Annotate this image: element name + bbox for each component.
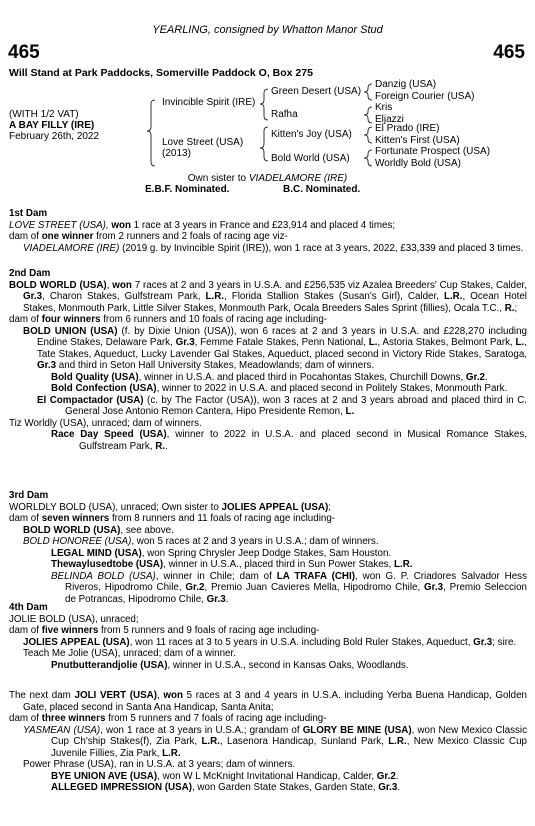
sdd: Eljazzi	[375, 114, 404, 125]
dam-year: (2013)	[162, 148, 191, 159]
dds: Fortunate Prospect (USA)	[375, 146, 491, 157]
stand-location: Will Stand at Park Paddocks, Somerville Paddock O, Box 275	[9, 67, 313, 79]
next-dam-section: The next dam JOLI VERT (USA), won 5 races at 3 and 4 years in U.S.A. including Yerba Buena Handicap, Golden Gate, placed second in Santa Ana Handicap, Santa Anita; dam of three winners from 5 runners and 7 foals of racing age including- YASMEAN (USA), won 1 race at 3 years in U.S.A.; grandam of GLORY BE MINE (USA), won New Mexico Classic Cup Ch'ship Stakes(f), Zia Park, L.R., Lasenora Handicap, Sunland Park, L.R., New Mexico Classic Cup Juvenile Fillies, Zia Park, L.R. Power Phrase (USA), ran in U.S.A. at 3 years; dam of winners. BYE UNION AVE (USA), won W L McKnight Invitational Handicap, Calder, Gr.2. ALLEGED IMPRESSION (USA), won Garden State Stakes, Garden State, Gr.3.	[9, 690, 527, 793]
sire-name: Invincible Spirit (IRE)	[162, 97, 256, 108]
sire-dam: Rafha	[271, 109, 298, 120]
dam-sire: Kitten's Joy (USA)	[271, 129, 352, 140]
third-dam-section: 3rd Dam WORLDLY BOLD (USA), unraced; Own sister to JOLIES APPEAL (USA); dam of seven winners from 8 runners and 11 foals of racing age including- BOLD WORLD (USA), see above. BOLD HONOREE (USA), won 5 races at 2 and 3 years in U.S.A.; dam of winners. LEGAL MIND (USA), won Spring Chrysler Jeep Dodge Stakes, Sam Houston. Thewaylusedtobe (USA), winner in U.S.A., placed third in Sun Power Stakes, L.R. BELINDA BOLD (USA), winner in Chile; dam of LA TRAFA (CHI), won G. P. Criadores Salvador Hess Riveros, Hipodromo Chile, Gr.2, Premio Juan Cavieres Mella, Hipodromo Chile, Gr.3, Premio Seleccion de Potrancas, Hipodromo Chile, Gr.3.	[9, 490, 527, 605]
vat-note: (WITH 1/2 VAT)	[9, 109, 79, 120]
sire-sire: Green Desert (USA)	[271, 86, 362, 97]
dam-dam: Bold World (USA)	[271, 153, 350, 164]
lot-number-left: 465	[8, 42, 40, 63]
fourth-dam-section: 4th Dam JOLIE BOLD (USA), unraced; dam of five winners from 5 runners and 9 foals of racing age including- JOLIES APPEAL (USA), won 11 races at 3 to 5 years in U.S.A. including Bold Ruler Stakes, Aqueduct, Gr.3; sire. Teach Me Jolie (USA), unraced; dam of a winner. Pnutbutterandjolie (USA), winner in U.S.A., second in Kansas Oaks, Woodlands.	[9, 602, 517, 671]
dss: El Prado (IRE)	[375, 123, 440, 134]
first-dam-heading: 1st Dam	[9, 208, 48, 219]
sss: Danzig (USA)	[375, 79, 437, 90]
bc-nomination: B.C. Nominated.	[283, 184, 361, 195]
lot-number-right: 465	[493, 42, 525, 63]
ssd: Foreign Courier (USA)	[375, 91, 475, 102]
first-dam-section: 1st Dam LOVE STREET (USA), won 1 race at 3 years in France and £23,914 and placed 4 times; dam of one winner from 2 runners and 2 foals of racing age viz- VIADELAMORE (IRE) (2019 g. by Invincible Spirit (IRE)), won 1 race at 3 years, 2022, £33,339 and placed 3 times.	[9, 208, 527, 254]
dam-name: Love Street (USA)	[162, 137, 244, 148]
sds: Kris	[375, 102, 393, 113]
sister-line: Own sister to VIADELAMORE (IRE)	[187, 173, 348, 184]
ebf-nomination: E.B.F. Nominated.	[145, 184, 230, 195]
ddd: Worldly Bold (USA)	[375, 158, 461, 169]
consignor-line: YEARLING, consigned by Whatton Manor Stud	[152, 24, 383, 36]
second-dam-section: 2nd Dam BOLD WORLD (USA), won 7 races at 2 and 3 years in U.S.A. and £256,535 viz Azalea Breeders' Cup Stakes, Calder, Gr.3, Charon Stakes, Gulfstream Park, L.R., Florida Stallion Stakes (Susan's Girl), Calder, L.R., Ocean Hotel Stakes, Monmouth Park, Little Silver Stakes, Monmouth Park, Ocala Breeders Sales Sprint (fillies), Ocala T.C., R.; dam of four winners from 6 runners and 10 foals of racing age including- BOLD UNION (USA) (f. by Dixie Union (USA)), won 6 races at 2 and 3 years in U.S.A. and £228,270 including Endine Stakes, Delaware Park, Gr.3, Femme Fatale Stakes, Penn National, L., Astoria Stakes, Belmont Park, L., Tate Stakes, Aqueduct, Lucky Lavender Gal Stakes, Aqueduct, placed second in Victory Ride Stakes, Saratoga, Gr.3 and third in Seton Hall University Stakes, Meadowlands; dam of winners. Bold Quality (USA), winner in U.S.A. and placed third in Pocahontas Stakes, Churchill Downs, Gr.2. Bold Confection (USA), winner to 2022 in U.S.A. and placed second in Politely Stakes, Monmouth Park. El Compactador (USA) (c. by The Factor (USA)), won 3 races at 2 and 3 years abroad and placed third in C. General Jose Antonio Remon Cantera, Hipo Presidente Remon, L. Tiz Worldly (USA), unraced; dam of winners. Race Day Speed (USA), winner to 2022 in U.S.A. and placed second in Musical Romance Stakes, Gulfstream Park, R..	[9, 268, 527, 452]
horse-name: A BAY FILLY (IRE)	[9, 120, 95, 131]
dsd: Kitten's First (USA)	[375, 135, 460, 146]
horse-dob: February 26th, 2022	[9, 131, 100, 142]
